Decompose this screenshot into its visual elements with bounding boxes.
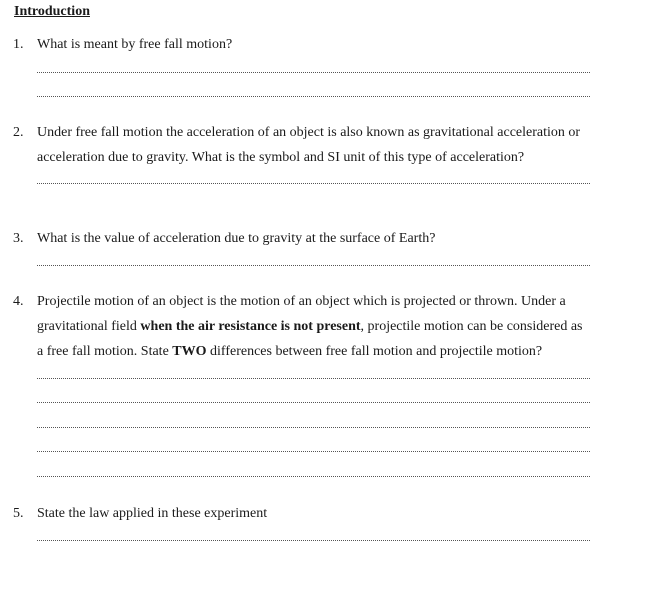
answer-line[interactable] xyxy=(37,183,590,184)
question-2-text-line-2: acceleration due to gravity. What is the symbol and SI unit of this type of acceleration? xyxy=(37,150,525,165)
question-2-text-line-1: Under free fall motion the acceleration of an object is also known as gravitational acceleration or xyxy=(37,125,581,140)
question-3-number: 3. xyxy=(13,231,24,246)
question-4-text-part: , projectile motion can be considered as xyxy=(360,319,583,334)
question-4-text-line-2 xyxy=(37,318,583,336)
answer-line[interactable] xyxy=(37,402,590,403)
question-3-text: What is the value of acceleration due to gravity at the surface of Earth? xyxy=(37,231,436,246)
question-1-number: 1. xyxy=(13,37,24,52)
question-4-text-line-1: Projectile motion of an object is the motion of an object which is projected or thrown. Under a xyxy=(37,294,566,309)
answer-line[interactable] xyxy=(37,96,590,97)
question-4-text-part: gravitational field xyxy=(37,319,137,334)
answer-line[interactable] xyxy=(37,540,590,541)
question-5-number: 5. xyxy=(13,506,24,521)
question-4-text-line-3 xyxy=(37,343,542,361)
question-4-bold-phrase: when the air resistance is not present xyxy=(140,319,361,334)
question-4-text-part: differences between free fall motion and projectile motion? xyxy=(210,344,543,359)
answer-line[interactable] xyxy=(37,476,590,477)
question-4-number: 4. xyxy=(13,294,24,309)
question-4-text-part: a free fall motion. State xyxy=(37,344,169,359)
question-1-text: What is meant by free fall motion? xyxy=(37,37,233,52)
answer-line[interactable] xyxy=(37,378,590,379)
answer-line[interactable] xyxy=(37,427,590,428)
question-5-text: State the law applied in these experiment xyxy=(37,506,268,521)
question-2-number: 2. xyxy=(13,125,24,140)
answer-line[interactable] xyxy=(37,451,590,452)
question-4-bold-word: TWO xyxy=(172,344,207,359)
answer-line[interactable] xyxy=(37,72,590,73)
answer-line[interactable] xyxy=(37,265,590,266)
section-heading: Introduction xyxy=(14,4,90,19)
